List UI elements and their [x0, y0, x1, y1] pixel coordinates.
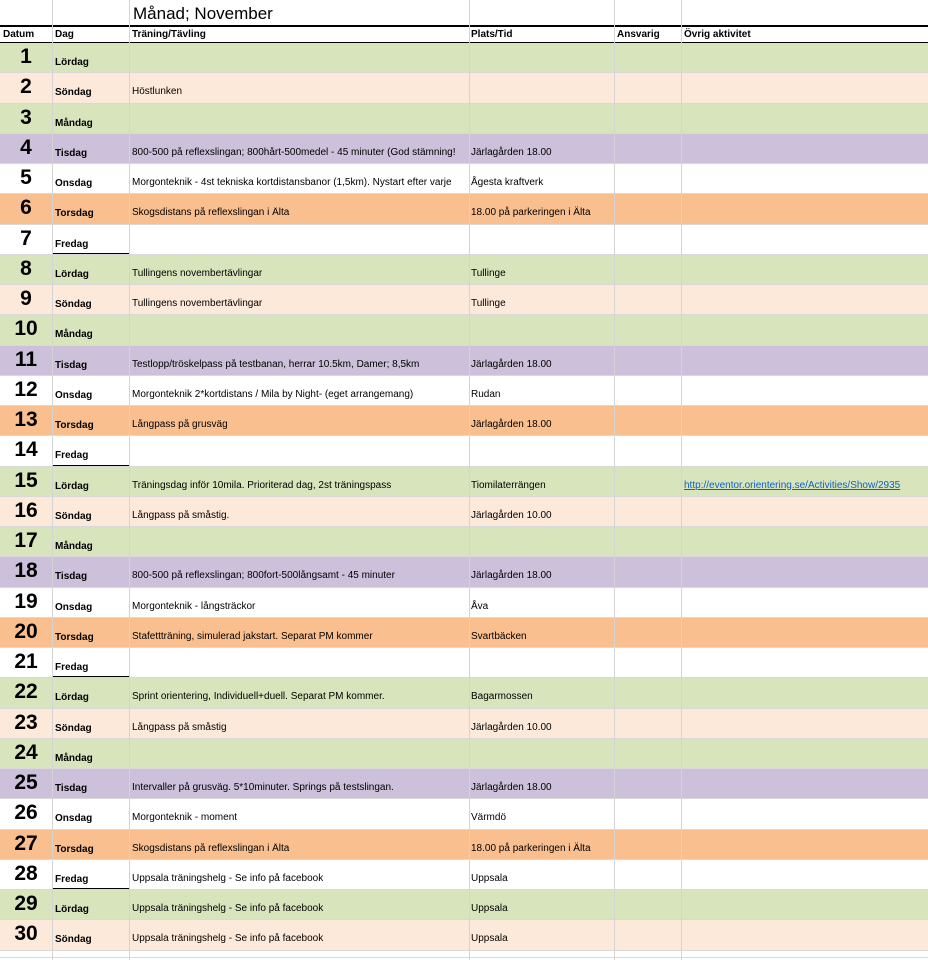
date-cell[interactable]: 4 [20, 135, 32, 159]
activity-cell[interactable]: Höstlunken [132, 86, 183, 98]
date-cell[interactable]: 23 [14, 710, 38, 734]
table-row [0, 467, 928, 497]
place-cell[interactable]: Ågesta kraftverk [471, 177, 544, 188]
activity-cell[interactable]: Uppsala träningshelg - Se info på facebook [132, 933, 324, 945]
day-cell[interactable]: Lördag [55, 57, 89, 68]
table-row [0, 830, 928, 860]
date-cell[interactable]: 24 [14, 740, 38, 764]
date-cell[interactable]: 6 [20, 196, 32, 220]
table-row [0, 315, 928, 345]
place-cell[interactable]: 18.00 på parkeringen i Älta [471, 842, 591, 854]
table-row [0, 769, 928, 799]
day-cell[interactable]: Fredag [55, 662, 89, 673]
date-cell[interactable]: 15 [14, 468, 38, 492]
day-cell[interactable]: Onsdag [55, 389, 93, 401]
activity-cell[interactable]: Skogsdistans på reflexslingan i Älta [132, 842, 290, 854]
date-cell[interactable]: 30 [14, 922, 38, 946]
day-cell[interactable]: Fredag [55, 238, 89, 250]
activity-cell[interactable]: Stafettträning, simulerad jakstart. Separat PM kommer [132, 630, 373, 642]
friday-underline [53, 253, 130, 254]
table-row [0, 134, 928, 164]
date-cell[interactable]: 19 [14, 589, 38, 613]
date-cell[interactable]: 29 [14, 892, 38, 915]
day-cell[interactable]: Söndag [55, 299, 92, 310]
day-cell[interactable]: Torsdag [55, 631, 94, 643]
day-cell[interactable]: Måndag [55, 329, 93, 341]
date-cell[interactable]: 7 [20, 226, 32, 250]
place-cell[interactable]: 18.00 på parkeringen i Älta [471, 207, 591, 219]
place-cell[interactable]: Tiomilaterrängen [471, 479, 546, 491]
friday-underline [53, 888, 130, 889]
activity-cell[interactable]: Intervaller på grusväg. 5*10minuter. Springs på testslingan. [132, 782, 394, 793]
activity-cell[interactable]: Träningsdag inför 10mila. Prioriterad dag, 2st träningspass [132, 479, 392, 491]
place-cell[interactable]: Järlagården 10.00 [471, 509, 552, 521]
place-cell[interactable]: Värmdö [471, 812, 507, 824]
header-plats[interactable]: Plats/Tid [471, 29, 513, 40]
activity-cell[interactable]: Tullingens novembertävlingar [132, 298, 263, 309]
table-row [0, 860, 928, 890]
place-cell[interactable]: Järlagården 18.00 [471, 419, 552, 430]
month-title[interactable]: Månad; November [133, 4, 273, 23]
day-cell[interactable]: Tisdag [55, 571, 88, 583]
table-row [0, 648, 928, 678]
day-cell[interactable]: Söndag [55, 722, 92, 734]
table-row [0, 709, 928, 739]
table-row [0, 43, 928, 73]
date-cell[interactable]: 28 [14, 861, 38, 885]
day-cell[interactable]: Onsdag [55, 178, 93, 189]
activity-link[interactable]: http://eventor.orientering.se/Activities/Show/2935 [684, 479, 901, 491]
place-cell[interactable]: Bagarmossen [471, 691, 533, 703]
activity-cell[interactable]: Tullingens novembertävlingar [132, 267, 263, 279]
table-row [0, 285, 928, 315]
place-cell[interactable]: Rudan [471, 388, 501, 400]
friday-underline [53, 465, 130, 466]
table-row [0, 164, 928, 194]
date-cell[interactable]: 1 [20, 45, 32, 68]
place-cell[interactable]: Järlagården 18.00 [471, 358, 552, 370]
header-ansvarig[interactable]: Ansvarig [617, 29, 660, 40]
day-cell[interactable]: Fredag [55, 873, 89, 885]
activity-cell[interactable]: Morgonteknik - 4st tekniska kortdistansbanor (1,5km). Nystart efter varje [132, 177, 452, 188]
table-row [0, 678, 928, 708]
activity-cell[interactable]: Uppsala träningshelg - Se info på facebook [132, 903, 324, 914]
header-traning[interactable]: Träning/Tävling [132, 29, 206, 40]
table-row [0, 588, 928, 618]
activity-cell[interactable]: Morgonteknik - moment [132, 812, 238, 824]
day-cell[interactable]: Lördag [55, 692, 89, 704]
place-cell[interactable]: Järlagården 18.00 [471, 782, 552, 793]
date-cell[interactable]: 13 [14, 408, 38, 431]
date-cell[interactable]: 11 [14, 347, 38, 371]
day-cell[interactable]: Tisdag [55, 147, 88, 159]
activity-cell[interactable]: Långpass på småstig [132, 721, 227, 733]
header-row [0, 27, 928, 43]
date-cell[interactable]: 16 [14, 498, 38, 522]
day-cell[interactable]: Onsdag [55, 813, 93, 825]
header-dag[interactable]: Dag [55, 29, 74, 40]
day-cell[interactable]: Måndag [55, 117, 93, 129]
activity-cell[interactable]: 800-500 på reflexslingan; 800fort-500långsamt - 45 minuter [132, 570, 395, 582]
day-cell[interactable]: Söndag [55, 510, 92, 522]
title-row [0, 0, 928, 27]
day-cell[interactable]: Tisdag [55, 359, 88, 371]
day-cell[interactable]: Söndag [55, 87, 92, 99]
table-row [0, 436, 928, 466]
day-cell[interactable]: Söndag [55, 934, 92, 946]
place-cell[interactable]: Uppsala [471, 903, 508, 914]
day-cell[interactable]: Tisdag [55, 783, 88, 794]
place-cell[interactable]: Uppsala [471, 872, 508, 884]
date-cell[interactable]: 27 [14, 831, 38, 855]
place-cell[interactable]: Tullinge [471, 267, 506, 279]
date-cell[interactable]: 10 [14, 317, 38, 341]
date-cell[interactable]: 21 [14, 650, 38, 673]
table-row [0, 497, 928, 527]
place-cell[interactable]: Järlagården 10.00 [471, 721, 552, 733]
activity-cell[interactable]: Långpass på grusväg [132, 419, 228, 430]
activity-cell[interactable]: Testlopp/tröskelpass på testbanan, herrar 10.5km, Damer; 8,5km [132, 358, 420, 370]
activity-cell[interactable]: Skogsdistans på reflexslingan i Älta [132, 207, 290, 219]
place-cell[interactable]: Järlagården 18.00 [471, 570, 552, 582]
day-cell[interactable]: Måndag [55, 752, 93, 764]
date-cell[interactable]: 5 [20, 166, 32, 189]
date-cell[interactable]: 17 [14, 529, 38, 552]
table-row [0, 799, 928, 829]
table-row [0, 739, 928, 769]
table-row [0, 618, 928, 648]
table-row [0, 920, 928, 950]
table-row [0, 376, 928, 406]
table-row [0, 890, 928, 920]
bottom-border [0, 957, 928, 958]
place-cell[interactable]: Åva [471, 600, 489, 612]
place-cell[interactable]: Tullinge [471, 298, 506, 309]
day-cell[interactable]: Fredag [55, 450, 89, 462]
activity-cell[interactable]: 800-500 på reflexslingan; 800hårt-500medel - 45 minuter (God stämning! [132, 146, 456, 158]
place-cell[interactable]: Uppsala [471, 933, 508, 945]
table-row [0, 73, 928, 103]
day-cell[interactable]: Torsdag [55, 208, 94, 220]
day-cell[interactable]: Torsdag [55, 843, 94, 855]
date-cell[interactable]: 9 [20, 287, 32, 310]
table-row [0, 557, 928, 587]
table-row [0, 255, 928, 285]
activity-cell[interactable]: Uppsala träningshelg - Se info på facebook [132, 872, 324, 884]
table-row [0, 225, 928, 255]
friday-underline [53, 676, 130, 677]
table-row [0, 194, 928, 224]
place-cell[interactable]: Svartbäcken [471, 630, 527, 642]
activity-cell[interactable]: Morgonteknik 2*kortdistans / Mila by Night- (eget arrangemang) [132, 388, 414, 400]
date-cell[interactable]: 22 [14, 680, 38, 704]
place-cell[interactable]: Järlagården 18.00 [471, 146, 552, 158]
date-cell[interactable]: 2 [20, 75, 32, 99]
date-cell[interactable]: 8 [20, 256, 32, 280]
table-row [0, 406, 928, 436]
date-cell[interactable]: 26 [14, 801, 38, 825]
day-cell[interactable]: Måndag [55, 541, 93, 552]
day-cell[interactable]: Torsdag [55, 420, 94, 431]
header-ovrig[interactable]: Övrig aktivitet [684, 29, 751, 40]
day-cell[interactable]: Lördag [55, 268, 89, 280]
date-cell[interactable]: 14 [14, 438, 38, 462]
day-cell[interactable]: Lördag [55, 904, 89, 915]
table-row [0, 527, 928, 557]
day-cell[interactable]: Onsdag [55, 601, 93, 613]
activity-cell[interactable]: Långpass på småstig. [132, 509, 230, 521]
day-cell[interactable]: Lördag [55, 480, 89, 492]
table-row [0, 104, 928, 134]
activity-cell[interactable]: Morgonteknik - långsträckor [132, 600, 256, 612]
date-cell[interactable]: 25 [14, 771, 38, 794]
date-cell[interactable]: 3 [20, 105, 32, 129]
activity-cell[interactable]: Sprint orientering, Individuell+duell. Separat PM kommer. [132, 691, 385, 703]
date-cell[interactable]: 12 [14, 377, 38, 401]
header-datum[interactable]: Datum [3, 29, 35, 40]
date-cell[interactable]: 18 [14, 559, 38, 583]
table-row [0, 346, 928, 376]
date-cell[interactable]: 20 [14, 619, 38, 643]
